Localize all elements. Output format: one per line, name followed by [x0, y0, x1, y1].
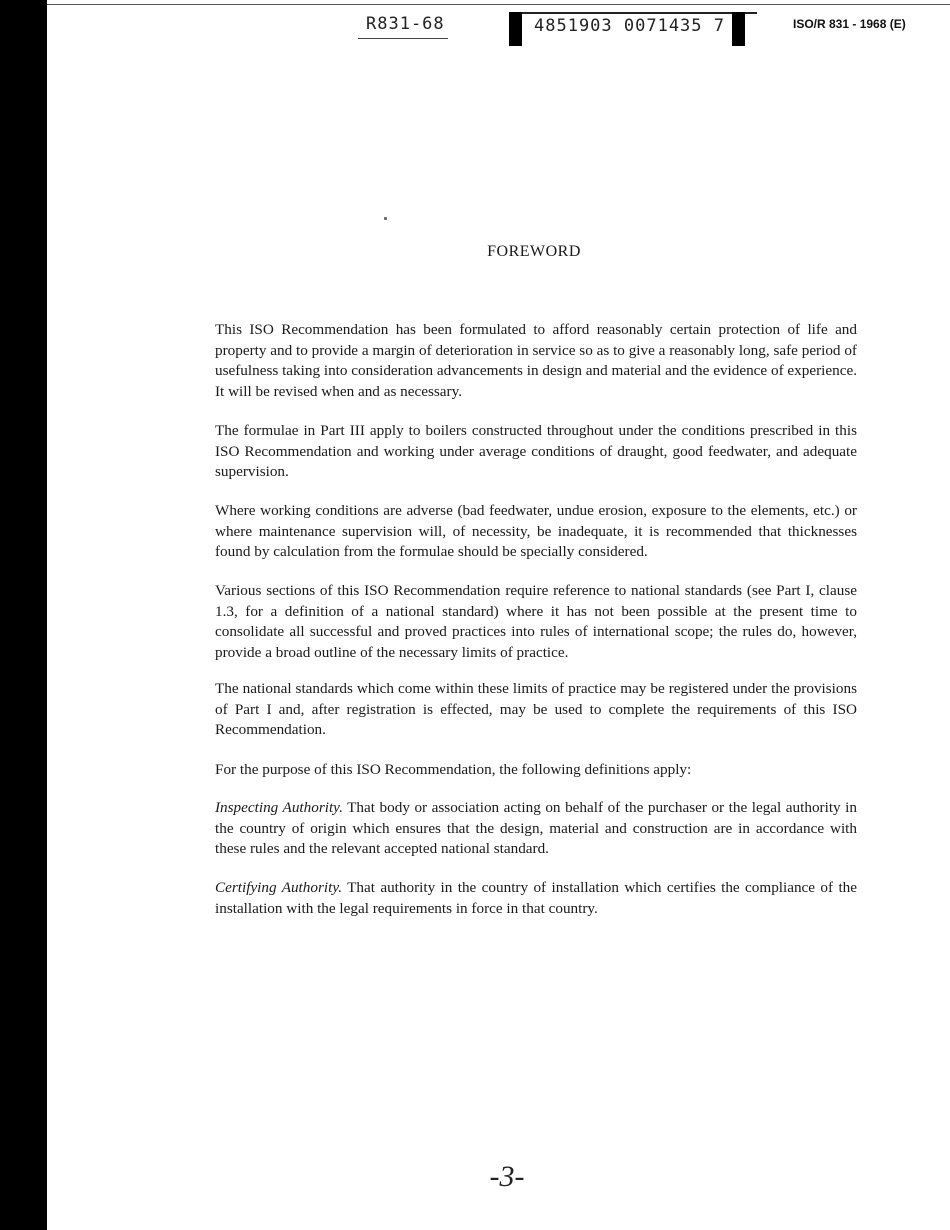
definition-text: That authority in the country of installation which certifies the compliance of the installation with the legal requirements in force in that country. — [215, 879, 858, 917]
definition-text: That body or association acting on behalf of the purchaser or the legal authority in the country of origin which ensures that the design, material and construction are in accordance with these rules and the relevant accepted national standard. — [215, 799, 857, 857]
definition-inspecting-authority — [215, 798, 857, 860]
barcode-block-left — [509, 12, 522, 46]
document-code: R831-68 — [366, 14, 445, 34]
paragraph: The formulae in Part III apply to boilers constructed throughout under the conditions prescribed in this ISO Recommendation and working under average conditions of draught, good feedwater, and adequate supervision. — [215, 422, 857, 480]
paragraph: This ISO Recommendation has been formulated to afford reasonably certain protection of life and property and to provide a margin of deterioration in service so as to give a reasonably long, safe period of usefulness taking into consideration advancements in design and material and the evidence of experience. It will be revised when and as necessary. — [215, 321, 857, 400]
paragraph: The national standards which come within these limits of practice may be registered under the provisions of Part I and, after registration is effected, may be used to complete the requirements of this ISO Recommendation. — [215, 680, 857, 738]
barcode-digits: 4851903 0071435 7 — [534, 16, 725, 36]
scan-speck — [384, 217, 387, 220]
iso-reference: ISO/R 831 - 1968 (E) — [793, 17, 906, 31]
definition-term: Inspecting Authority. — [215, 799, 343, 816]
scan-edge-bar — [0, 0, 47, 1230]
barcode-block-right — [732, 12, 745, 46]
top-rule — [47, 4, 950, 5]
barcode-top-line — [509, 12, 757, 14]
page-title: FOREWORD — [487, 243, 581, 260]
paragraph: For the purpose of this ISO Recommendation, the following definitions apply: — [215, 761, 692, 778]
document-code-underline — [358, 38, 448, 39]
definition-certifying-authority — [215, 878, 857, 919]
paragraph: Where working conditions are adverse (bad feedwater, undue erosion, exposure to the elements, etc.) or where maintenance supervision will, of necessity, be inadequate, it is recommended that thicknesses found by calculation from the formulae should be specially considered. — [215, 502, 857, 560]
paragraph: Various sections of this ISO Recommendation require reference to national standards (see Part I, clause 1.3, for a definition of a national standard) where it has not been possible at the present time to consolidate all successful and proved practices into rules of international scope; the rules do, however, provide a broad outline of the necessary limits of practice. — [215, 582, 857, 661]
page-number: -3- — [489, 1160, 525, 1193]
definition-term: Certifying Authority. — [215, 879, 343, 896]
